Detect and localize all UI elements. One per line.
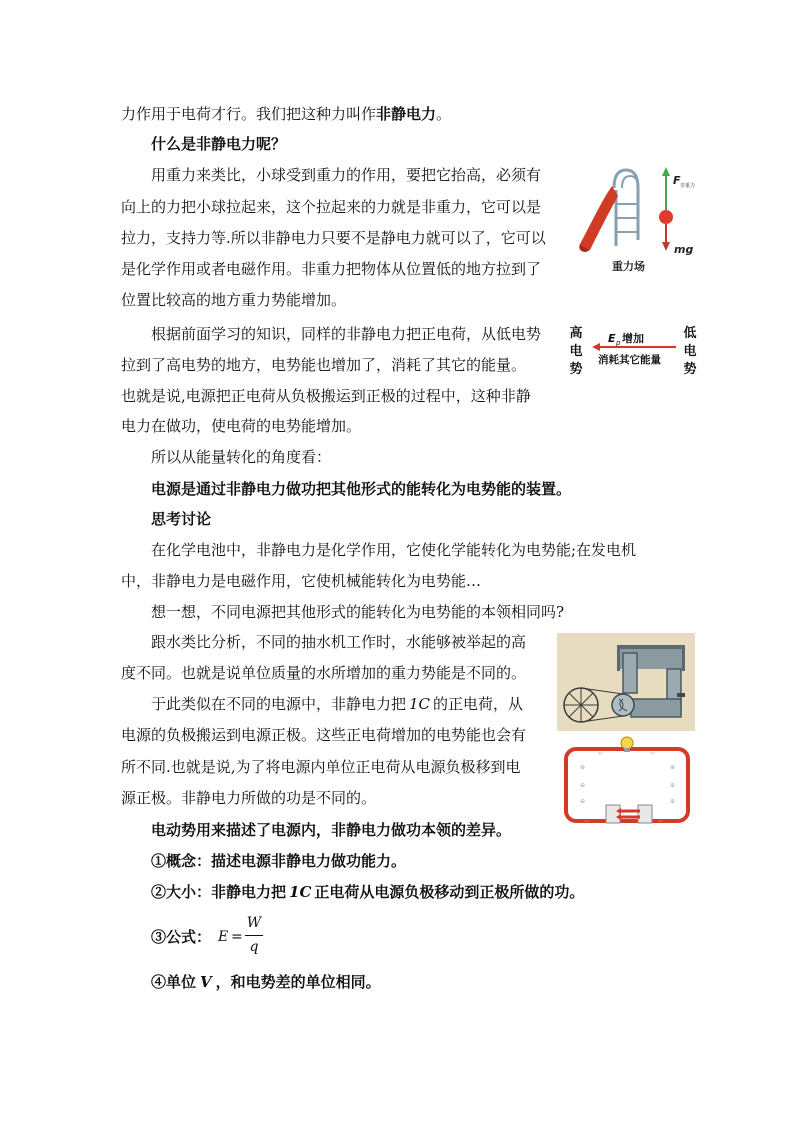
text-line-1 — [121, 104, 451, 124]
term-nonelectrostatic-force: 非静电力 — [376, 105, 437, 123]
paragraph-line: 跟水类比分析，不同的抽水机工作时，水能够被举起的高 — [151, 633, 527, 651]
paragraph-line: 拉力，支持力等.所以非静电力只要不是静电力就可以了，它可以 — [121, 229, 546, 247]
text-span: 力作用于电荷才行。我们把这种力叫作 — [121, 105, 377, 123]
paragraph-line: 位置比较高的地方重力势能增加。 — [121, 291, 347, 309]
paragraph-line: 拉到了高电势的地方，电势能也增加了，消耗了其它的能量。 — [121, 356, 527, 374]
paragraph-line: 是化学作用或者电磁作用。非重力把物体从位置低的地方拉到了 — [121, 260, 542, 278]
low-potential-char: 势 — [683, 362, 697, 377]
formula-numerator: W — [246, 915, 262, 931]
unit-volt: V — [200, 973, 212, 991]
force-up-subscript: 非重力 — [680, 183, 696, 189]
paragraph-line: 中，非静电力是电磁作用，它使机械能转化为电势能… — [121, 572, 482, 590]
text-span: ②大小：非静电力把 — [151, 883, 287, 901]
force-up-label: F — [673, 174, 681, 187]
figure-gravity-field — [572, 160, 702, 278]
unit-line — [151, 972, 381, 992]
svg-text:⊕: ⊕ — [580, 764, 586, 771]
high-potential-char: 电 — [569, 344, 583, 359]
svg-text:⇨: ⇨ — [658, 818, 664, 825]
definition-line: 电源是通过非静电力做功把其他形式的能转化为电势能的装置。 — [151, 480, 572, 498]
low-potential-char: 低 — [683, 326, 697, 341]
formula-line — [151, 927, 211, 947]
gravity-field-caption: 重力场 — [612, 260, 645, 273]
svg-text:⊕: ⊕ — [580, 798, 586, 805]
text-span: ④单位 — [151, 973, 197, 991]
svg-text:⇦: ⇦ — [650, 750, 656, 757]
high-potential-char: 势 — [569, 362, 583, 377]
svg-text:⇨: ⇨ — [584, 818, 590, 825]
formula-denominator: q — [249, 939, 259, 955]
paragraph-line: 在化学电池中，非静电力是化学作用，它使化学能转化为电势能;在发电机 — [151, 541, 637, 559]
paragraph-line: 向上的力把小球拉起来，这个拉起来的力就是非重力，它可以是 — [121, 198, 542, 216]
fraction-bar — [245, 935, 263, 936]
figure-circuit — [560, 733, 694, 827]
concept-line: ①概念：描述电源非静电力做功能力。 — [151, 852, 407, 870]
formula-label: ③公式： — [151, 928, 212, 946]
unit-coulomb: 1C — [289, 883, 312, 901]
text-span: 的正电荷，从 — [433, 695, 524, 713]
paragraph-line: 也就是说,电源把正电荷从负极搬运到正极的过程中，这种非静 — [121, 387, 531, 405]
magnitude-line — [151, 882, 584, 902]
text-span: 。 — [436, 105, 452, 123]
unit-coulomb: 1C — [409, 695, 431, 713]
svg-text:⊕: ⊕ — [670, 798, 676, 805]
ep-subscript: p — [616, 339, 621, 347]
text-span: 于此类似在不同的电源中，非静电力把 — [151, 695, 407, 713]
formula-equals: = — [231, 929, 243, 945]
paragraph-line — [151, 694, 523, 714]
mg-label: mg — [674, 243, 694, 256]
svg-text:⊕: ⊕ — [670, 782, 676, 789]
paragraph-line: 根据前面学习的知识，同样的非静电力把正电荷，从低电势 — [151, 325, 542, 343]
ep-increase-label: 增加 — [622, 332, 644, 345]
text-span: 正电荷从电源负极移动到正极所做的功。 — [314, 883, 585, 901]
paragraph-line: 所不同.也就是说,为了将电源内单位正电荷从电源负极移到电 — [121, 758, 521, 776]
heading-what-is: 什么是非静电力呢？ — [151, 135, 287, 153]
paragraph-line: 电源的负极搬运到电源正极。这些正电荷增加的电势能也会有 — [121, 726, 527, 744]
paragraph-line: 源正极。非静电力所做的功是不同的。 — [121, 789, 377, 807]
consume-energy-label: 消耗其它能量 — [598, 354, 661, 366]
paragraph-line: 所以从能量转化的角度看： — [151, 448, 332, 466]
paragraph-line: 想一想，不同电源把其他形式的能转化为电势能的本领相同吗? — [151, 603, 565, 621]
low-potential-char: 电 — [683, 344, 697, 359]
high-potential-char: 高 — [569, 326, 583, 341]
svg-text:⊕: ⊕ — [580, 782, 586, 789]
ep-label: E — [608, 332, 616, 345]
summary-line: 电动势用来描述了电源内，非静电力做功本领的差异。 — [151, 821, 512, 839]
svg-text:⊕: ⊕ — [670, 764, 676, 771]
heading-discussion: 思考讨论 — [151, 510, 212, 528]
paragraph-line: 电力在做功，使电荷的电势能增加。 — [121, 417, 362, 435]
svg-text:⇦: ⇦ — [598, 750, 604, 757]
figure-potential-energy — [562, 320, 702, 382]
paragraph-line: 度不同。也就是说单位质量的水所增加的重力势能是不同的。 — [121, 664, 527, 682]
figure-water-pump — [557, 633, 695, 731]
text-span: ，和电势差的单位相同。 — [215, 973, 381, 991]
paragraph-line: 用重力来类比，小球受到重力的作用，要把它抬高，必须有 — [151, 166, 542, 184]
formula-e: E — [218, 929, 229, 945]
